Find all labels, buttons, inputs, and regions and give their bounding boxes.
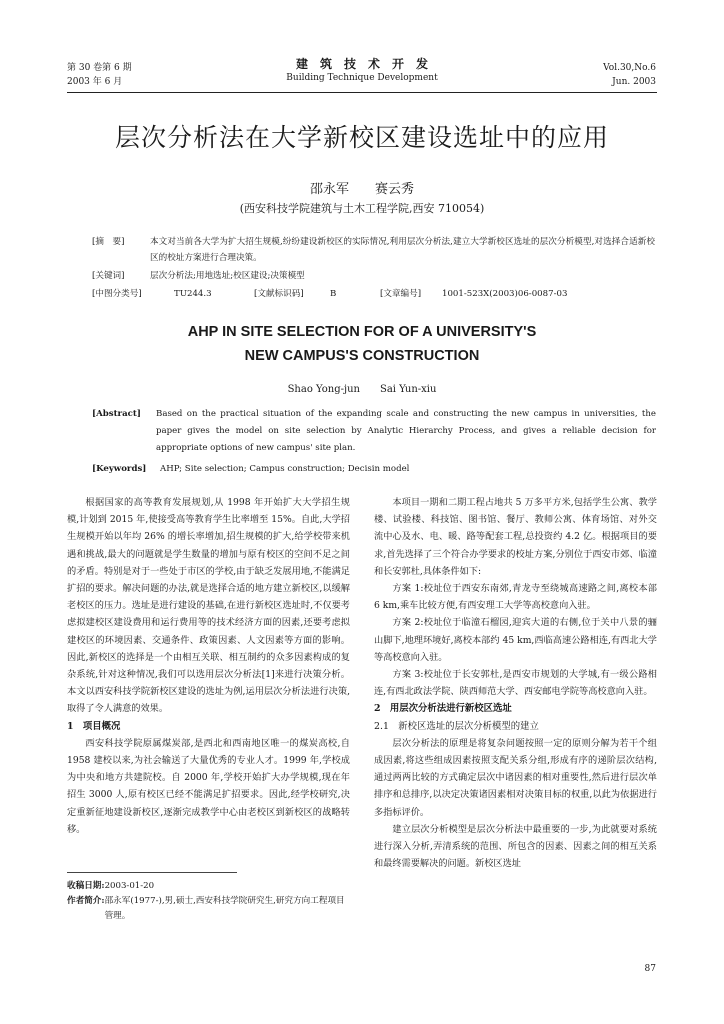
volume-en: Vol.30,No.6 (603, 63, 656, 73)
doccode-label: [文献标识码] (254, 289, 304, 299)
bio-text: 邵永军(1977-),男,硕士,西安科技学院研究生,研究方向工程项目管理。 (104, 896, 345, 921)
journal-title-zh: 建 筑 技 术 开 发 (295, 57, 428, 71)
volume-zh: 第 30 卷第 6 期 (67, 63, 132, 73)
keywords-en: AHP; Site selection; Campus construction; Decisin model (160, 464, 410, 474)
footnote (67, 879, 350, 924)
header-rule (67, 92, 657, 93)
authors-zh: 邵永军 赛云秀 (309, 182, 414, 197)
option-3-paragraph: 方案 3:校址位于长安郭杜,是西安市规划的大学城,有一级公路相连,有西北政法学院、陕西师范大学、西安邮电学院等高校意向入驻。 (374, 669, 657, 698)
right-paragraph-1: 本项目一期和二期工程占地共 5 万多平方米,包括学生公寓、教学楼、试验楼、科技馆、图书馆、餐厅、教师公寓、体育场馆、对外交流中心及水、电、暖、路等配套工程,总投资约 4.2 亿。根据项目的要求,首先选择了三个符合办学要求的校址方案,分别位于西安市郊、临潼和长安郭杜,具体条件如下: (374, 497, 657, 577)
abstract-en-label: [Abstract] (92, 409, 141, 419)
footnote-rule (67, 872, 237, 873)
page-number: 87 (644, 964, 656, 974)
page-title: 层次分析法在大学新校区建设选址中的应用 (114, 123, 609, 152)
section-1-heading: 1 项目概况 (67, 720, 121, 732)
clc-label: [中图分类号] (92, 289, 142, 299)
articleno-label: [文章编号] (380, 289, 422, 299)
keywords-zh-label: [关键词] (92, 271, 125, 281)
right-column (374, 494, 657, 872)
date-zh: 2003 年 6 月 (67, 77, 123, 87)
date-en: Jun. 2003 (612, 77, 656, 87)
abstract-en-text: Based on the practical situation of the expanding scale and constructing the new campus in universities, the paper gives the model on site selection by Analytic Hierarchy Process, and gives a reliable decision for appropriate options of new campus' site plan. (156, 409, 656, 453)
abstract-zh-text: 本文对当前各大学为扩大招生规模,纷纷建设新校区的实际情况,利用层次分析法,建立大学新校区选址的层次分析模型,对选择合适新校区的校址方案进行合理决策。 (150, 237, 655, 263)
ahp-principle-paragraph: 层次分析法的原理是将复杂问题按照一定的原则分解为若干个组成因素,将这些组成因素按照支配关系分组,形成有序的递阶层次结构,通过两两比较的方式确定层次中诸因素的相对重要性,然后进行层次单排序和总排序,以决定决策诸因素相对决策目标的权重,以此为依据进行多指标评价。 (374, 737, 657, 818)
keywords-en-label: [Keywords] (92, 464, 147, 474)
title-en-line1: AHP IN SITE SELECTION FOR OF A UNIVERSITY'S (187, 324, 537, 340)
section-2-heading: 2 用层次分析法进行新校区选址 (374, 703, 512, 715)
authors-en: Shao Yong-jun Sai Yun-xiu (287, 384, 437, 395)
articleno-value: 1001-523X(2003)06-0087-03 (442, 289, 568, 299)
clc-value: TU244.3 (174, 289, 212, 299)
model-paragraph: 建立层次分析模型是层次分析法中最重要的一步,为此就要对系统进行深入分析,弄清系统的范围、所包含的因素、因素之间的相互关系和最终需要解决的问题。新校区选址 (374, 823, 657, 870)
title-en-line2: NEW CAMPUS'S CONSTRUCTION (244, 348, 480, 364)
section-1-paragraph: 西安科技学院原属煤炭部,是西北和西南地区唯一的煤炭高校,自 1958 建校以来,为社会输送了大量优秀的专业人才。1999 年,学校成为中央和地方共建院校。自 2000 年,学校开始扩大办学规模,现在年招生 3000 人,原有校区已经不能满足扩招要求。因此,经学校研究,决定重新征地建设新校区,逐渐完成教学中心由老校区到新校区的战略转移。 (67, 737, 350, 835)
affiliation-zh: (西安科技学院建筑与土木工程学院,西安 710054) (239, 202, 485, 215)
received-date: 2003-01-20 (104, 881, 155, 891)
option-2-paragraph: 方案 2:校址位于临潼石榴园,迎宾大道的右侧,位于关中八景的骊山脚下,地理环境好,离校本部约 45 km,西临高速公路相连,有西北大学等高校意向入驻。 (374, 617, 657, 663)
received-label: 收稿日期: (67, 881, 105, 891)
option-1-paragraph: 方案 1:校址位于西安东南郊,青龙寺至绕城高速路之间,离校本部 6 km,乘车比较方便,有西安理工大学等高校意向入驻。 (374, 583, 657, 612)
bio-label: 作者简介: (67, 896, 105, 906)
keywords-zh: 层次分析法;用地选址;校区建设;决策模型 (150, 271, 305, 281)
left-column (67, 494, 350, 838)
intro-paragraph: 根据国家的高等教育发展规划,从 1998 年开始扩大大学招生规模,计划到 2015 年,使接受高等教育学生比率增至 15%。自此,大学招生规模开始以年均 26% 的增长率增加,招生规模的扩大,给学校带来机遇和挑战,最大的问题就是学生数量的增加与原有校区的空间不足之间的矛盾。特别是对于一些处于市区的学校,由于缺乏发展用地,不能满足扩招的要求。解决问题的办法,就是选择合适的地方建立新校区,以缓解老校区的压力。选址是进行建设的基础,在进行新校区选址时,不仅要考虑拟建校区建设费用和运行费用等的技术经济方面的因素,还要考虑拟建校区的环境因素、交通条件、政策因素、人文因素等方面的影响。因此,新校区的选择是一个由相互关联、相互制约的众多因素构成的复杂系统,针对这种情况,我们可以选用层次分析法[1]来进行决策分析。本文以西安科技学院新校区建设的选址为例,运用层次分析法进行决策,取得了令人满意的效果。 (67, 497, 350, 715)
abstract-zh-label: [摘 要] (92, 237, 125, 247)
doccode-value: B (330, 289, 337, 299)
section-2-1-heading: 2.1 新校区选址的层次分析模型的建立 (374, 720, 539, 732)
journal-title-en: Building Technique Development (286, 73, 438, 83)
